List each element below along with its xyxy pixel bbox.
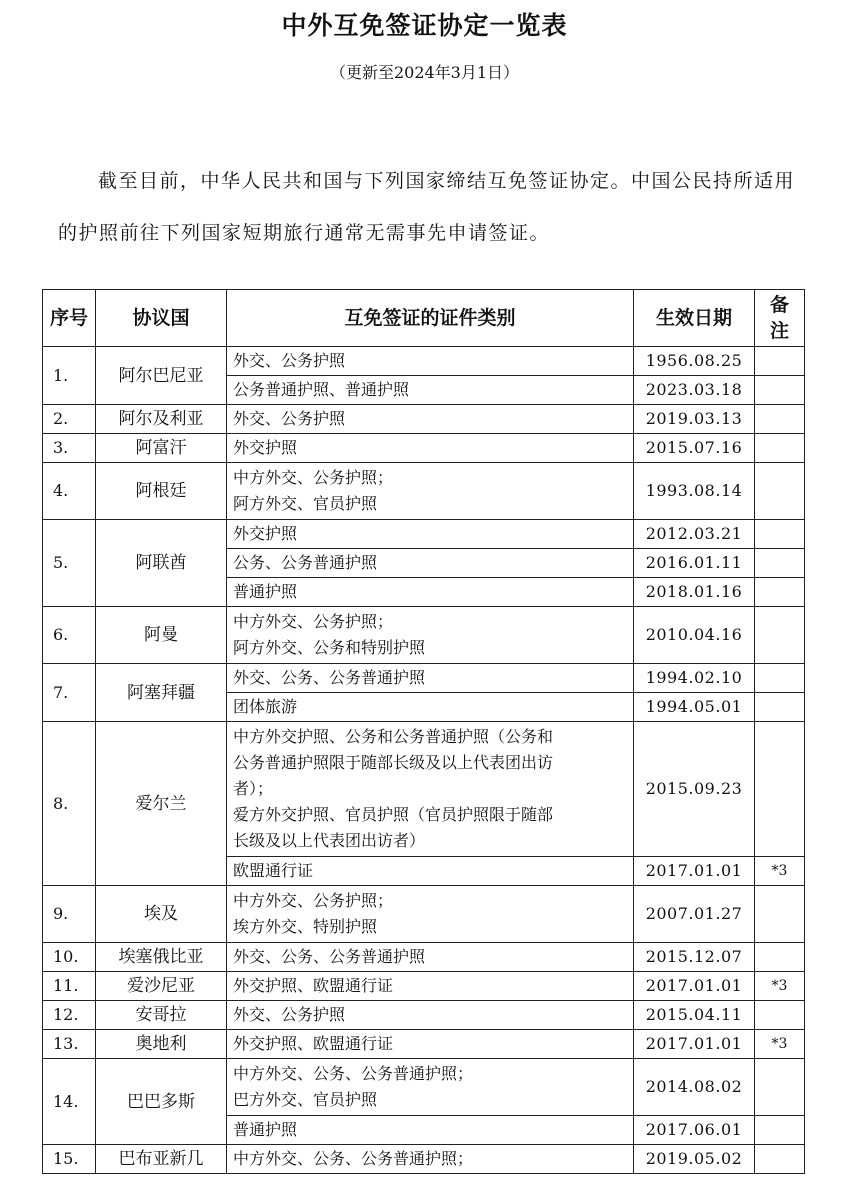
country-name: 爱沙尼亚: [96, 972, 227, 1001]
document-type-line: 公务普通护照、普通护照: [233, 380, 410, 399]
row-number: 10.: [43, 943, 96, 972]
note: [755, 347, 805, 376]
header-country: 协议国: [96, 290, 227, 347]
country-name: 巴布亚新几: [96, 1145, 227, 1174]
document-type-line: 外交、公务护照: [233, 351, 346, 370]
effective-date: 2012.03.21: [634, 520, 755, 549]
note: [755, 578, 805, 607]
document-type-line: 外交护照: [233, 438, 298, 457]
header-documents: 互免签证的证件类别: [227, 290, 634, 347]
document-type-line: 外交护照: [233, 524, 298, 543]
effective-date: 1993.08.14: [634, 463, 755, 520]
document-type-line: 外交、公务、公务普通护照: [233, 947, 426, 966]
document-types: [227, 347, 634, 376]
document-type-line: 普通护照: [233, 1120, 298, 1139]
note: [755, 434, 805, 463]
table-row: [43, 463, 805, 520]
document-type-line: 者）；: [233, 779, 274, 798]
document-types: [227, 693, 634, 722]
effective-date: 2007.01.27: [634, 886, 755, 943]
document-type-line: 外交护照、欧盟通行证: [233, 1034, 394, 1053]
note: [755, 943, 805, 972]
note: *3: [755, 1030, 805, 1059]
document-type-line: 普通护照: [233, 582, 298, 601]
table-row: [43, 434, 805, 463]
header-date: 生效日期: [634, 290, 755, 347]
row-number: 2.: [43, 405, 96, 434]
document-types: [227, 578, 634, 607]
update-date: （更新至2024年3月1日）: [329, 63, 520, 82]
country-name: 阿尔巴尼亚: [96, 347, 227, 405]
note: [755, 1001, 805, 1030]
effective-date: 1956.08.25: [634, 347, 755, 376]
effective-date: 2016.01.11: [634, 549, 755, 578]
document-type-line: 外交、公务护照: [233, 1005, 346, 1024]
document-types: [227, 549, 634, 578]
table-row: [43, 405, 805, 434]
row-number: 12.: [43, 1001, 96, 1030]
document-type-line: 外交护照、欧盟通行证: [233, 976, 394, 995]
document-types: [227, 405, 634, 434]
intro-text: 截至目前，中华人民共和国与下列国家缔结互免签证协定。中国公民持所适用的护照前往下列国家短期旅行通常无需事先申请签证。: [58, 170, 796, 244]
country-name: 安哥拉: [96, 1001, 227, 1030]
document-type-line: 埃方外交、特别护照: [233, 917, 378, 936]
document-type-line: 团体旅游: [233, 697, 298, 716]
document-types: [227, 1116, 634, 1145]
visa-agreement-table: [42, 289, 805, 1174]
country-name: 阿尔及利亚: [96, 405, 227, 434]
table-row: [43, 607, 805, 664]
table-row: [43, 1001, 805, 1030]
document-types: [227, 722, 634, 857]
document-types: [227, 943, 634, 972]
document-types: [227, 376, 634, 405]
document-types: [227, 1145, 634, 1174]
effective-date: 2019.03.13: [634, 405, 755, 434]
effective-date: 1994.05.01: [634, 693, 755, 722]
effective-date: 2010.04.16: [634, 607, 755, 664]
document-type-line: 公务普通护照限于随部长级及以上代表团出访: [233, 753, 554, 772]
header-note: 备注: [755, 290, 805, 347]
row-number: 5.: [43, 520, 96, 607]
table-row: [43, 347, 805, 376]
country-name: 埃塞俄比亚: [96, 943, 227, 972]
table-row: [43, 886, 805, 943]
document-type-line: 公务、公务普通护照: [233, 553, 378, 572]
note: [755, 886, 805, 943]
document-types: [227, 1030, 634, 1059]
document-type-line: 阿方外交、官员护照: [233, 494, 378, 513]
document-types: [227, 1059, 634, 1116]
document-types: [227, 607, 634, 664]
document-type-line: 阿方外交、公务和特别护照: [233, 638, 426, 657]
table-row: [43, 943, 805, 972]
document-type-line: 中方外交、公务、公务普通护照；: [233, 1149, 474, 1168]
document-types: [227, 886, 634, 943]
header-no: 序号: [43, 290, 96, 347]
note: [755, 664, 805, 693]
document-types: [227, 520, 634, 549]
document-type-line: 中方外交、公务护照；: [233, 612, 394, 631]
country-name: 巴巴多斯: [96, 1059, 227, 1145]
document-type-line: 中方外交、公务护照；: [233, 891, 394, 910]
note: [755, 520, 805, 549]
country-name: 埃及: [96, 886, 227, 943]
document-type-line: 欧盟通行证: [233, 861, 314, 880]
document-type-line: 中方外交护照、公务和公务普通护照（公务和: [233, 727, 554, 746]
country-name: 奥地利: [96, 1030, 227, 1059]
table-row: [43, 520, 805, 549]
effective-date: 2014.08.02: [634, 1059, 755, 1116]
document-types: [227, 1001, 634, 1030]
document-types: [227, 664, 634, 693]
table-row: [43, 722, 805, 857]
row-number: 9.: [43, 886, 96, 943]
document-types: [227, 463, 634, 520]
effective-date: 2015.04.11: [634, 1001, 755, 1030]
country-name: 阿富汗: [96, 434, 227, 463]
row-number: 14.: [43, 1059, 96, 1145]
country-name: 阿联酋: [96, 520, 227, 607]
document-type-line: 爱方外交护照、官员护照（官员护照限于随部: [233, 805, 554, 824]
document-type-line: 外交、公务、公务普通护照: [233, 668, 426, 687]
row-number: 3.: [43, 434, 96, 463]
table-row: [43, 1030, 805, 1059]
document-type-line: 长级及以上代表团出访者）: [233, 831, 426, 850]
country-name: 阿塞拜疆: [96, 664, 227, 722]
country-name: 阿曼: [96, 607, 227, 664]
note: [755, 1059, 805, 1116]
document-types: [227, 972, 634, 1001]
intro-paragraph: [58, 155, 808, 259]
document-types: [227, 434, 634, 463]
effective-date: 1994.02.10: [634, 664, 755, 693]
note: *3: [755, 857, 805, 886]
table-row: [43, 972, 805, 1001]
effective-date: 2017.01.01: [634, 1030, 755, 1059]
row-number: 11.: [43, 972, 96, 1001]
note: [755, 463, 805, 520]
note: [755, 549, 805, 578]
note: [755, 607, 805, 664]
note: [755, 376, 805, 405]
document-types: [227, 857, 634, 886]
effective-date: 2015.12.07: [634, 943, 755, 972]
document-title: 中外互免签证协定一览表: [281, 11, 568, 40]
row-number: 7.: [43, 664, 96, 722]
note: [755, 405, 805, 434]
effective-date: 2017.01.01: [634, 972, 755, 1001]
effective-date: 2018.01.16: [634, 578, 755, 607]
country-name: 阿根廷: [96, 463, 227, 520]
document-type-line: 外交、公务护照: [233, 409, 346, 428]
effective-date: 2023.03.18: [634, 376, 755, 405]
document-type-line: 巴方外交、官员护照: [233, 1090, 378, 1109]
row-number: 8.: [43, 722, 96, 886]
effective-date: 2015.09.23: [634, 722, 755, 857]
effective-date: 2017.01.01: [634, 857, 755, 886]
table-header-row: [43, 290, 805, 347]
row-number: 4.: [43, 463, 96, 520]
note: [755, 693, 805, 722]
table-row: [43, 1145, 805, 1174]
document-type-line: 中方外交、公务、公务普通护照；: [233, 1064, 474, 1083]
row-number: 1.: [43, 347, 96, 405]
note: [755, 1116, 805, 1145]
row-number: 13.: [43, 1030, 96, 1059]
table-row: [43, 1059, 805, 1116]
effective-date: 2015.07.16: [634, 434, 755, 463]
note: [755, 1145, 805, 1174]
row-number: 6.: [43, 607, 96, 664]
table-body: [43, 347, 805, 1174]
note: [755, 722, 805, 857]
document-type-line: 中方外交、公务护照；: [233, 468, 394, 487]
country-name: 爱尔兰: [96, 722, 227, 886]
note: *3: [755, 972, 805, 1001]
row-number: 15.: [43, 1145, 96, 1174]
table-row: [43, 664, 805, 693]
effective-date: 2017.06.01: [634, 1116, 755, 1145]
effective-date: 2019.05.02: [634, 1145, 755, 1174]
